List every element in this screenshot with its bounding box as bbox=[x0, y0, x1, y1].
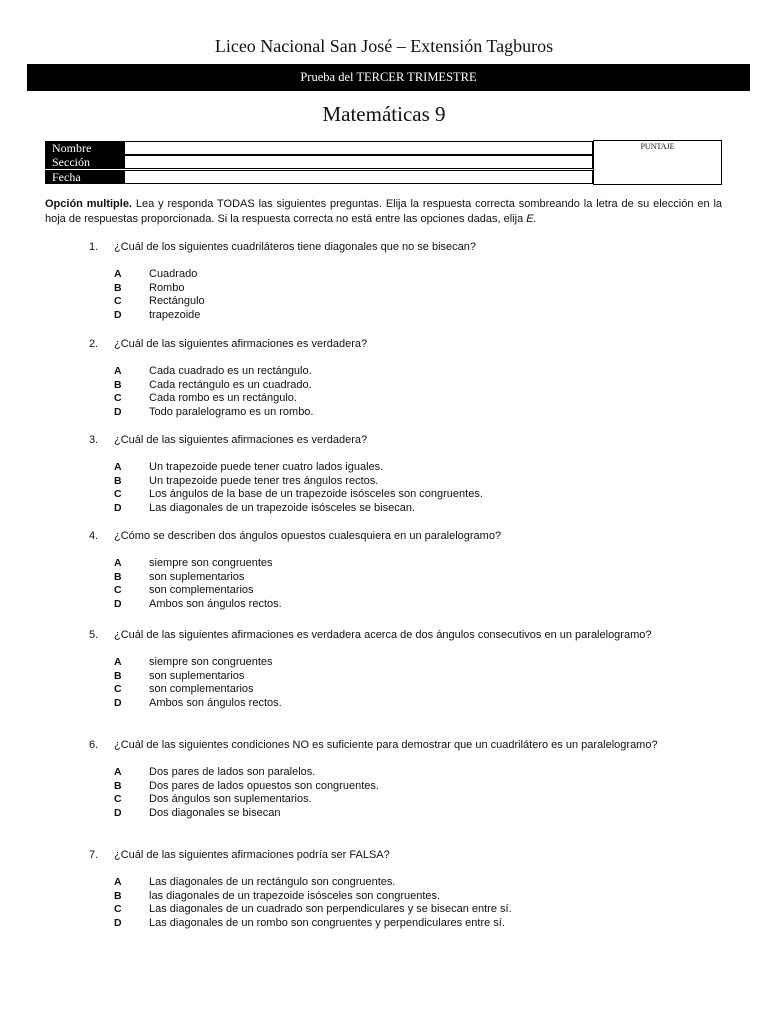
option-letter: C bbox=[114, 488, 122, 501]
option-b[interactable] bbox=[114, 779, 722, 793]
school-title: Liceo Nacional San José – Extensión Tagburos bbox=[214, 36, 554, 56]
option-b[interactable] bbox=[114, 669, 722, 683]
option-text: son complementarios bbox=[149, 683, 254, 696]
option-a[interactable] bbox=[114, 267, 722, 281]
option-letter: C bbox=[114, 392, 122, 405]
option-text: son suplementarios bbox=[149, 570, 245, 583]
question-text: ¿Cómo se describen dos ángulos opuestos cualesquiera en un paralelogramo? bbox=[114, 530, 502, 542]
option-text: Cuadrado bbox=[149, 268, 198, 280]
option-letter: A bbox=[114, 268, 122, 280]
option-letter: A bbox=[114, 365, 122, 377]
section-field[interactable] bbox=[124, 155, 593, 169]
question-number: 5. bbox=[89, 629, 99, 641]
option-d[interactable] bbox=[114, 696, 722, 710]
option-text: son complementarios bbox=[149, 584, 254, 597]
option-text: Un trapezoide puede tener tres ángulos rectos. bbox=[149, 474, 379, 487]
option-letter: D bbox=[114, 309, 122, 322]
option-letter: B bbox=[114, 281, 122, 294]
option-letter: C bbox=[114, 903, 122, 916]
option-text: Dos diagonales se bisecan bbox=[149, 807, 281, 820]
option-text: Las diagonales de un rombo son congruentes y perpendiculares entre sí. bbox=[149, 917, 505, 930]
option-letter: D bbox=[114, 917, 122, 930]
option-a[interactable] bbox=[114, 460, 722, 474]
option-text: Cada cuadrado es un rectángulo. bbox=[149, 365, 312, 377]
option-d[interactable] bbox=[114, 916, 722, 930]
question-text: ¿Cuál de las siguientes afirmaciones es verdadera acerca de dos ángulos consecutivos en un paralelogramo? bbox=[114, 629, 652, 641]
option-text: son suplementarios bbox=[149, 669, 245, 682]
question-number: 6. bbox=[89, 739, 99, 751]
option-letter: B bbox=[114, 378, 122, 391]
option-letter: B bbox=[114, 669, 122, 682]
option-text: Cada rombo es un rectángulo. bbox=[149, 392, 297, 405]
question-number: 7. bbox=[89, 849, 99, 861]
question-text: ¿Cuál de las siguientes afirmaciones podría ser FALSA? bbox=[114, 849, 390, 861]
instructions-italic: E. bbox=[526, 213, 537, 225]
option-list bbox=[114, 655, 722, 710]
option-d[interactable] bbox=[114, 597, 722, 611]
option-a[interactable] bbox=[114, 875, 722, 889]
option-letter: C bbox=[114, 793, 122, 806]
date-label: Fecha bbox=[45, 170, 124, 184]
subject-title: Matemáticas 9 bbox=[322, 102, 446, 126]
option-b[interactable] bbox=[114, 474, 722, 488]
option-text: Las diagonales de un cuadrado son perpendiculares y se bisecan entre sí. bbox=[149, 903, 512, 916]
question-5 bbox=[89, 628, 722, 710]
score-box bbox=[593, 140, 722, 185]
question-4 bbox=[89, 529, 722, 611]
option-text: Dos ángulos son suplementarios. bbox=[149, 793, 312, 806]
question-number: 2. bbox=[89, 338, 99, 350]
option-letter: C bbox=[114, 683, 122, 696]
instructions-bold: Opción multiple. bbox=[45, 198, 132, 210]
option-text: las diagonales de un trapezoide isósceles son congruentes. bbox=[149, 889, 441, 902]
question-6 bbox=[89, 738, 722, 820]
option-d[interactable] bbox=[114, 501, 722, 515]
option-list bbox=[114, 875, 722, 930]
option-letter: B bbox=[114, 779, 122, 792]
option-list bbox=[114, 765, 722, 820]
option-b[interactable] bbox=[114, 889, 722, 903]
option-text: siempre son congruentes bbox=[149, 557, 273, 569]
option-c[interactable] bbox=[114, 792, 722, 806]
option-c[interactable] bbox=[114, 294, 722, 308]
option-list bbox=[114, 364, 722, 419]
option-letter: A bbox=[114, 656, 122, 668]
option-b[interactable] bbox=[114, 281, 722, 295]
option-text: trapezoide bbox=[149, 309, 201, 322]
question-text: ¿Cuál de las siguientes condiciones NO es suficiente para demostrar que un cuadrilátero es un paralelogramo? bbox=[114, 739, 658, 751]
option-b[interactable] bbox=[114, 570, 722, 584]
option-text: Las diagonales de un trapezoide isósceles se bisecan. bbox=[149, 502, 416, 515]
option-text: Los ángulos de la base de un trapezoide isósceles son congruentes. bbox=[149, 488, 483, 501]
option-text: Ambos son ángulos rectos. bbox=[149, 697, 282, 710]
option-letter: A bbox=[114, 557, 122, 569]
option-c[interactable] bbox=[114, 391, 722, 405]
instructions bbox=[45, 197, 722, 227]
question-text: ¿Cuál de las siguientes afirmaciones es verdadera? bbox=[114, 434, 368, 446]
name-label: Nombre bbox=[45, 141, 124, 155]
question-number: 4. bbox=[89, 530, 99, 542]
instructions-text: Lea y responda TODAS las siguientes preguntas. Elija la respuesta correcta sombreando la letra de su elección en la hoja de respuestas proporcionada. Si la respuesta correcta no está entre las opciones dadas, elija bbox=[45, 198, 722, 225]
option-text: Un trapezoide puede tener cuatro lados iguales. bbox=[149, 461, 384, 473]
question-7 bbox=[89, 848, 722, 930]
question-1 bbox=[89, 240, 722, 322]
option-d[interactable] bbox=[114, 308, 722, 322]
student-info-table bbox=[45, 140, 722, 184]
option-letter: D bbox=[114, 598, 122, 611]
option-letter: D bbox=[114, 697, 122, 710]
option-text: Ambos son ángulos rectos. bbox=[149, 598, 282, 611]
option-letter: B bbox=[114, 570, 122, 583]
name-field[interactable] bbox=[124, 141, 593, 155]
question-text: ¿Cuál de los siguientes cuadriláteros tiene diagonales que no se bisecan? bbox=[114, 241, 477, 253]
question-number: 1. bbox=[89, 241, 99, 253]
option-d[interactable] bbox=[114, 806, 722, 820]
option-text: Todo paralelogramo es un rombo. bbox=[149, 406, 314, 419]
score-label: PUNTAJE bbox=[640, 142, 675, 151]
option-letter: C bbox=[114, 584, 122, 597]
option-letter: C bbox=[114, 295, 122, 308]
option-c[interactable] bbox=[114, 487, 722, 501]
question-3 bbox=[89, 433, 722, 515]
option-letter: A bbox=[114, 876, 122, 888]
option-d[interactable] bbox=[114, 405, 722, 419]
question-number: 3. bbox=[89, 434, 99, 446]
option-list bbox=[114, 267, 722, 322]
option-letter: D bbox=[114, 406, 122, 419]
option-letter: B bbox=[114, 474, 122, 487]
section-label: Sección bbox=[45, 155, 124, 169]
option-a[interactable] bbox=[114, 364, 722, 378]
option-letter: A bbox=[114, 461, 122, 473]
option-c[interactable] bbox=[114, 902, 722, 916]
option-letter: D bbox=[114, 502, 122, 515]
option-a[interactable] bbox=[114, 655, 722, 669]
option-letter: D bbox=[114, 807, 122, 820]
option-list bbox=[114, 556, 722, 611]
option-text: Las diagonales de un rectángulo son congruentes. bbox=[149, 876, 396, 888]
question-2 bbox=[89, 337, 722, 419]
option-c[interactable] bbox=[114, 682, 722, 696]
option-c[interactable] bbox=[114, 583, 722, 597]
option-letter: B bbox=[114, 889, 122, 902]
option-text: Rectángulo bbox=[149, 295, 205, 308]
date-field[interactable] bbox=[124, 170, 593, 184]
option-text: Rombo bbox=[149, 281, 185, 294]
exam-banner: Prueba del TERCER TRIMESTRE bbox=[27, 64, 750, 91]
question-text: ¿Cuál de las siguientes afirmaciones es verdadera? bbox=[114, 338, 368, 350]
option-b[interactable] bbox=[114, 378, 722, 392]
option-a[interactable] bbox=[114, 765, 722, 779]
option-text: Cada rectángulo es un cuadrado. bbox=[149, 378, 312, 391]
option-text: siempre son congruentes bbox=[149, 656, 273, 668]
option-letter: A bbox=[114, 766, 122, 778]
option-text: Dos pares de lados opuestos son congruentes. bbox=[149, 779, 379, 792]
option-a[interactable] bbox=[114, 556, 722, 570]
option-text: Dos pares de lados son paralelos. bbox=[149, 766, 316, 778]
option-list bbox=[114, 460, 722, 515]
